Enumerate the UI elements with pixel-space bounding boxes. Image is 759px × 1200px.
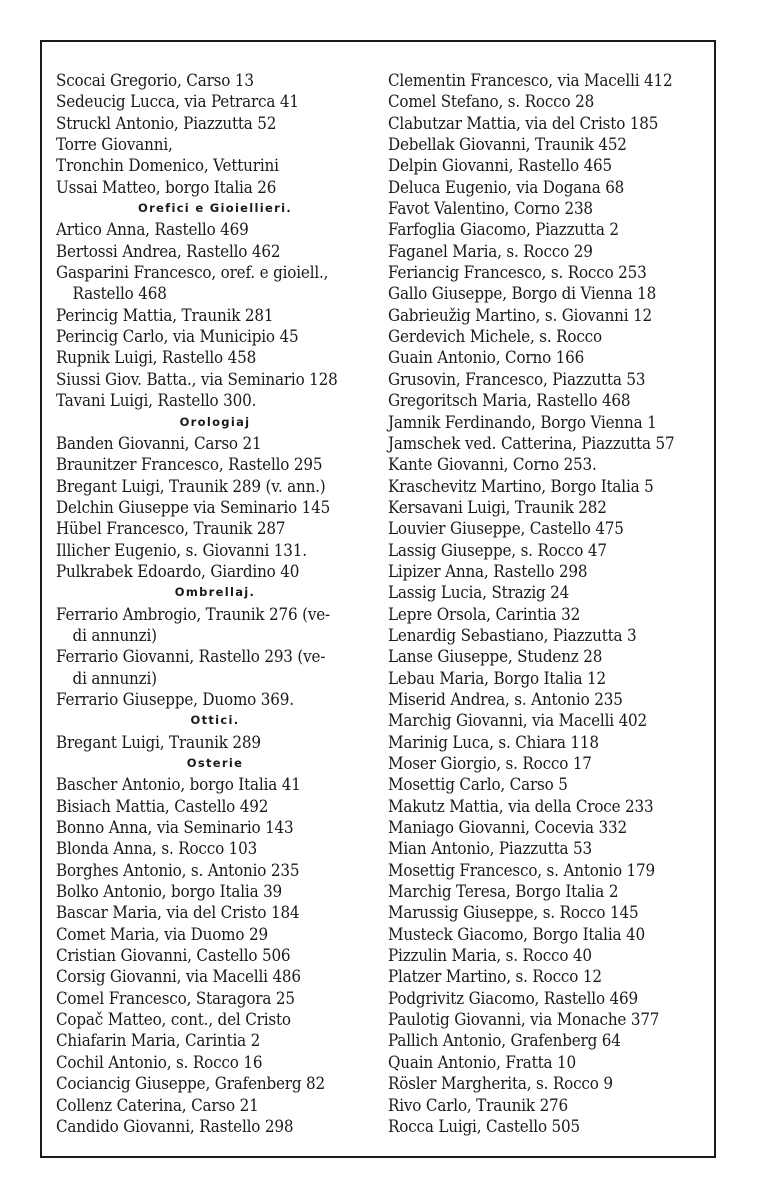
directory-entry: Podgrivitz Giacomo, Rastello 469 <box>388 988 638 1008</box>
directory-entry: Cociancig Giuseppe, Grafenberg 82 <box>56 1074 325 1094</box>
directory-entry: Sedeucig Lucca, via Petrarca 41 <box>56 92 299 112</box>
directory-entry: Debellak Giovanni, Traunik 452 <box>388 135 627 155</box>
directory-entry: Illicher Eugenio, s. Giovanni 131. <box>56 540 307 560</box>
directory-entry: Kraschevitz Martino, Borgo Italia 5 <box>388 476 654 496</box>
left-column <box>56 70 374 1137</box>
directory-entry: Bertossi Andrea, Rastello 462 <box>56 241 281 261</box>
directory-entry: Tronchin Domenico, Vetturini <box>56 156 279 176</box>
directory-entry: Struckl Antonio, Piazzutta 52 <box>56 113 277 133</box>
directory-entry: Collenz Caterina, Carso 21 <box>56 1095 259 1115</box>
directory-entry: Lepre Orsola, Carintia 32 <box>388 604 581 624</box>
directory-entry: Mosettig Francesco, s. Antonio 179 <box>388 860 655 880</box>
directory-entry: Gregoritsch Maria, Rastello 468 <box>388 391 631 411</box>
directory-entry: Jamnik Ferdinando, Borgo Vienna 1 <box>388 412 657 432</box>
directory-entry: Artico Anna, Rastello 469 <box>56 220 249 240</box>
directory-entry: Perincig Carlo, via Municipio 45 <box>56 327 299 347</box>
directory-entry: Delpin Giovanni, Rastello 465 <box>388 156 613 176</box>
directory-entry: Lassig Giuseppe, s. Rocco 47 <box>388 540 607 560</box>
directory-entry: Borghes Antonio, s. Antonio 235 <box>56 860 300 880</box>
section-heading: Osterie <box>186 756 244 770</box>
directory-entry: Rivo Carlo, Traunik 276 <box>388 1095 569 1115</box>
directory-entry: Chiafarin Maria, Carintia 2 <box>56 1031 261 1051</box>
directory-entry: Guain Antonio, Corno 166 <box>388 348 585 368</box>
directory-entry: Farfoglia Giacomo, Piazzutta 2 <box>388 220 619 240</box>
directory-entry: Pulkrabek Edoardo, Giardino 40 <box>56 561 300 581</box>
entry-continuation: di annunzi) <box>72 668 157 688</box>
directory-entry: Mosettig Carlo, Carso 5 <box>388 775 568 795</box>
directory-entry: Gasparini Francesco, oref. e gioiell., <box>56 263 329 283</box>
directory-entry: Kante Giovanni, Corno 253. <box>388 455 597 475</box>
directory-entry: Gerdevich Michele, s. Rocco <box>388 327 602 347</box>
directory-entry: Cristian Giovanni, Castello 506 <box>56 946 291 966</box>
directory-entry: Bascher Antonio, borgo Italia 41 <box>56 775 301 795</box>
directory-entry: Pizzulin Maria, s. Rocco 40 <box>388 946 592 966</box>
directory-entry: Deluca Eugenio, via Dogana 68 <box>388 177 625 197</box>
directory-entry: Pallich Antonio, Grafenberg 64 <box>388 1031 621 1051</box>
directory-entry: Musteck Giacomo, Borgo Italia 40 <box>388 924 645 944</box>
directory-entry: Feriancig Francesco, s. Rocco 253 <box>388 263 647 283</box>
directory-entry: Ferrario Ambrogio, Traunik 276 (ve- <box>56 604 331 624</box>
directory-entry: Grusovin, Francesco, Piazzutta 53 <box>388 369 646 389</box>
directory-entry: Bisiach Mattia, Castello 492 <box>56 796 269 816</box>
directory-entry: Marinig Luca, s. Chiara 118 <box>388 732 599 752</box>
directory-entry: Jamschek ved. Catterina, Piazzutta 57 <box>388 433 675 453</box>
entry-continuation: Rastello 468 <box>72 284 167 304</box>
directory-entry: Torre Giovanni, <box>56 135 173 155</box>
directory-entry: Tavani Luigi, Rastello 300. <box>56 391 257 411</box>
page-frame <box>40 40 716 1158</box>
directory-entry: Comel Stefano, s. Rocco 28 <box>388 92 595 112</box>
directory-entry: Corsig Giovanni, via Macelli 486 <box>56 967 301 987</box>
directory-entry: Faganel Maria, s. Rocco 29 <box>388 241 593 261</box>
directory-entry: Delchin Giuseppe via Seminario 145 <box>56 497 331 517</box>
directory-entry: Rocca Luigi, Castello 505 <box>388 1116 580 1136</box>
directory-entry: Lassig Lucia, Strazig 24 <box>388 583 570 603</box>
directory-entry: Lenardig Sebastiano, Piazzutta 3 <box>388 625 637 645</box>
section-heading: Orefici e Gioiellieri. <box>138 201 292 216</box>
directory-entry: Ussai Matteo, borgo Italia 26 <box>56 177 277 197</box>
directory-entry: Gallo Giuseppe, Borgo di Vienna 18 <box>388 284 657 304</box>
directory-entry: Comel Francesco, Staragora 25 <box>56 988 295 1008</box>
directory-entry: Bolko Antonio, borgo Italia 39 <box>56 882 283 902</box>
directory-entry: Quain Antonio, Fratta 10 <box>388 1052 576 1072</box>
directory-entry: Kersavani Luigi, Traunik 282 <box>388 497 607 517</box>
directory-entry: Platzer Martino, s. Rocco 12 <box>388 967 602 987</box>
section-heading: Orologiaj <box>179 414 251 429</box>
directory-entry: Scocai Gregorio, Carso 13 <box>56 71 254 90</box>
directory-entry: Marchig Teresa, Borgo Italia 2 <box>388 882 619 902</box>
directory-entry: Perincig Mattia, Traunik 281 <box>56 305 274 325</box>
directory-entry: Lebau Maria, Borgo Italia 12 <box>388 668 606 688</box>
right-column <box>388 70 704 1137</box>
directory-entry: Miserid Andrea, s. Antonio 235 <box>388 689 623 709</box>
directory-entry: Blonda Anna, s. Rocco 103 <box>56 839 258 859</box>
directory-entry: Maniago Giovanni, Cocevia 332 <box>388 818 627 838</box>
directory-entry: Favot Valentino, Corno 238 <box>388 199 593 219</box>
directory-entry: Ferrario Giuseppe, Duomo 369. <box>56 689 294 709</box>
directory-entry: Lanse Giuseppe, Studenz 28 <box>388 647 603 667</box>
directory-entry: Marchig Giovanni, via Macelli 402 <box>388 711 648 731</box>
directory-entry: Moser Giorgio, s. Rocco 17 <box>388 754 592 773</box>
directory-entry: Ferrario Giovanni, Rastello 293 (ve- <box>56 647 326 667</box>
directory-entry: Braunitzer Francesco, Rastello 295 <box>56 455 323 475</box>
directory-entry: Rösler Margherita, s. Rocco 9 <box>388 1074 613 1094</box>
directory-entry: Copač Matteo, cont., del Cristo <box>56 1010 291 1030</box>
directory-entry: Cochil Antonio, s. Rocco 16 <box>56 1052 263 1072</box>
directory-entry: Hübel Francesco, Traunik 287 <box>56 519 286 539</box>
directory-entry: Banden Giovanni, Carso 21 <box>56 433 262 453</box>
directory-entry: Mian Antonio, Piazzutta 53 <box>388 839 592 859</box>
directory-entry: Gabrieužig Martino, s. Giovanni 12 <box>388 305 653 325</box>
section-heading: Ombrellaj. <box>174 585 256 600</box>
directory-entry: Makutz Mattia, via della Croce 233 <box>388 796 654 816</box>
directory-entry: Bonno Anna, via Seminario 143 <box>56 818 294 838</box>
directory-entry: Bregant Luigi, Traunik 289 (v. ann.) <box>56 476 326 496</box>
directory-entry: Lipizer Anna, Rastello 298 <box>388 561 588 581</box>
directory-entry: Louvier Giuseppe, Castello 475 <box>388 519 624 539</box>
directory-entry: Candido Giovanni, Rastello 298 <box>56 1116 294 1136</box>
directory-entry: Bascar Maria, via del Cristo 184 <box>56 903 300 923</box>
section-heading: Ottici. <box>190 713 240 728</box>
directory-entry: Rupnik Luigi, Rastello 458 <box>56 348 257 368</box>
directory-entry: Bregant Luigi, Traunik 289 <box>56 732 261 752</box>
entry-continuation: di annunzi) <box>72 625 157 645</box>
directory-entry: Marussig Giuseppe, s. Rocco 145 <box>388 903 639 923</box>
directory-entry: Comet Maria, via Duomo 29 <box>56 924 268 944</box>
directory-entry: Clabutzar Mattia, via del Cristo 185 <box>388 113 659 133</box>
directory-entry: Clementin Francesco, via Macelli 412 <box>388 71 673 90</box>
directory-entry: Paulotig Giovanni, via Monache 377 <box>388 1010 660 1030</box>
directory-entry: Siussi Giov. Batta., via Seminario 128 <box>56 369 338 389</box>
